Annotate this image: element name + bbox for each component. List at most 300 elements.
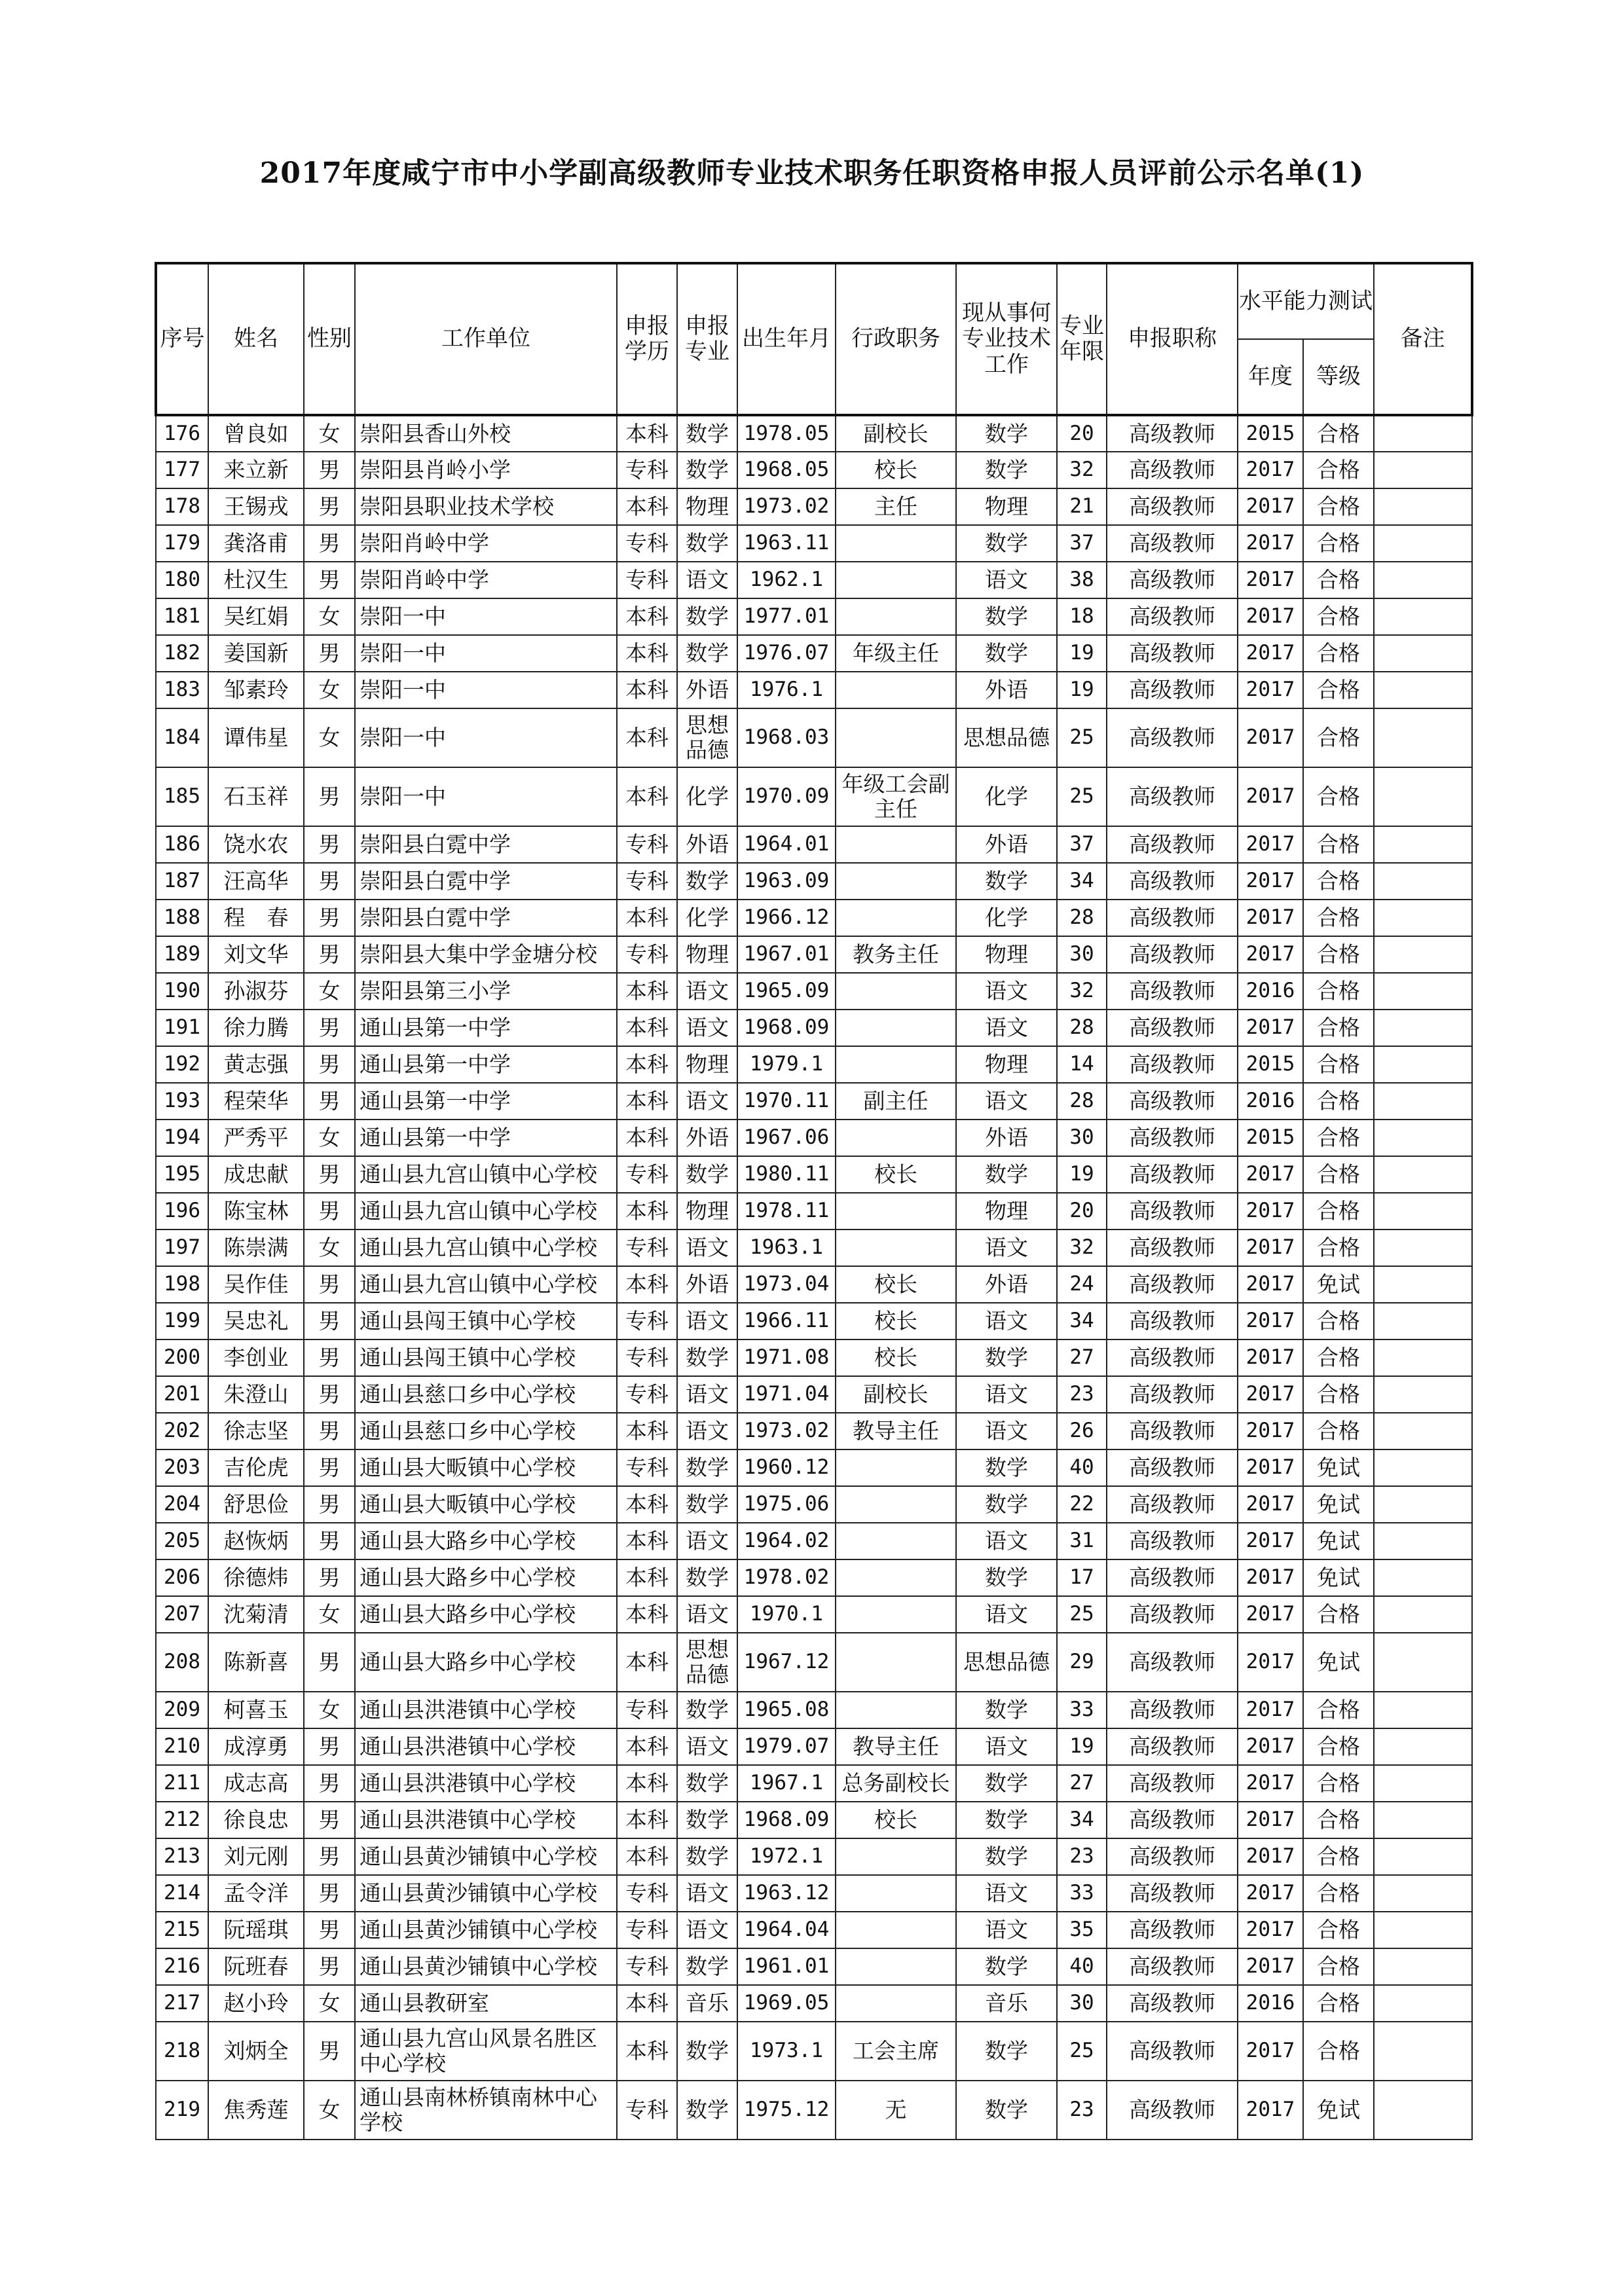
unit-cell: 通山县洪港镇中心学校: [355, 1765, 617, 1802]
unit-cell: 崇阳县大集中学金塘分校: [355, 936, 617, 973]
current-work-cell: 数学: [956, 2081, 1057, 2140]
name-cell: 徐良忠: [208, 1802, 304, 1838]
current-work-cell: 数学: [956, 1486, 1057, 1523]
gender-cell: 男: [304, 1728, 355, 1765]
current-work-cell: 数学: [956, 1948, 1057, 1985]
header-test-grade: 等级: [1303, 339, 1374, 415]
years-cell: 17: [1057, 1559, 1107, 1596]
test-year-cell: 2017: [1238, 1339, 1303, 1376]
birth-cell: 1968.09: [737, 1802, 836, 1838]
unit-cell: 崇阳县职业技术学校: [355, 488, 617, 525]
gender-cell: 男: [304, 1266, 355, 1303]
seq-cell: 209: [156, 1692, 208, 1728]
remarks-cell: [1374, 2081, 1472, 2140]
test-grade-cell: 合格: [1303, 1376, 1374, 1413]
birth-cell: 1978.05: [737, 415, 836, 452]
gender-cell: 男: [304, 936, 355, 973]
current-work-cell: 语文: [956, 1523, 1057, 1559]
seq-cell: 186: [156, 826, 208, 863]
gender-cell: 男: [304, 1523, 355, 1559]
header-admin-post: 行政职务: [836, 263, 956, 415]
birth-cell: 1963.09: [737, 863, 836, 900]
education-cell: 本科: [617, 598, 677, 635]
unit-cell: 崇阳县白霓中学: [355, 826, 617, 863]
current-work-cell: 语文: [956, 1728, 1057, 1765]
current-work-cell: 语文: [956, 1010, 1057, 1046]
education-cell: 本科: [617, 1120, 677, 1156]
gender-cell: 男: [304, 2022, 355, 2081]
table-row: [156, 1692, 1472, 1728]
admin-post-cell: [836, 1633, 956, 1692]
test-grade-cell: 合格: [1303, 1838, 1374, 1875]
birth-cell: 1980.11: [737, 1156, 836, 1193]
title-applied-cell: 高级教师: [1107, 525, 1238, 562]
gender-cell: 男: [304, 900, 355, 936]
education-cell: 本科: [617, 1728, 677, 1765]
unit-cell: 通山县大畈镇中心学校: [355, 1486, 617, 1523]
remarks-cell: [1374, 598, 1472, 635]
admin-post-cell: [836, 1230, 956, 1266]
seq-cell: 191: [156, 1010, 208, 1046]
current-work-cell: 物理: [956, 936, 1057, 973]
title-applied-cell: 高级教师: [1107, 1692, 1238, 1728]
remarks-cell: [1374, 767, 1472, 826]
admin-post-cell: 校长: [836, 1156, 956, 1193]
name-cell: 舒思俭: [208, 1486, 304, 1523]
years-cell: 28: [1057, 900, 1107, 936]
test-grade-cell: 合格: [1303, 1596, 1374, 1633]
unit-cell: 通山县九宫山镇中心学校: [355, 1193, 617, 1230]
table-row: [156, 767, 1472, 826]
gender-cell: 女: [304, 2081, 355, 2140]
years-cell: 29: [1057, 1633, 1107, 1692]
major-cell: 数学: [677, 1559, 737, 1596]
birth-cell: 1977.01: [737, 598, 836, 635]
major-cell: 语文: [677, 1912, 737, 1948]
admin-post-cell: 校长: [836, 1802, 956, 1838]
title-applied-cell: 高级教师: [1107, 1596, 1238, 1633]
header-education: 申报学历: [617, 263, 677, 415]
seq-cell: 180: [156, 562, 208, 598]
major-cell: 思想品德: [677, 708, 737, 767]
major-cell: 语文: [677, 1303, 737, 1339]
gender-cell: 男: [304, 1633, 355, 1692]
remarks-cell: [1374, 672, 1472, 708]
title-applied-cell: 高级教师: [1107, 672, 1238, 708]
seq-cell: 214: [156, 1875, 208, 1912]
test-grade-cell: 合格: [1303, 1728, 1374, 1765]
years-cell: 37: [1057, 826, 1107, 863]
test-year-cell: 2017: [1238, 1948, 1303, 1985]
test-grade-cell: 合格: [1303, 562, 1374, 598]
birth-cell: 1968.05: [737, 452, 836, 488]
unit-cell: 崇阳一中: [355, 598, 617, 635]
name-cell: 刘炳全: [208, 2022, 304, 2081]
name-cell: 阮瑶琪: [208, 1912, 304, 1948]
test-year-cell: 2017: [1238, 635, 1303, 672]
header-gender: 性别: [304, 263, 355, 415]
unit-cell: 通山县黄沙铺镇中心学校: [355, 1948, 617, 1985]
current-work-cell: 数学: [956, 863, 1057, 900]
table-row: [156, 488, 1472, 525]
admin-post-cell: [836, 1559, 956, 1596]
table-row: [156, 1010, 1472, 1046]
title-applied-cell: 高级教师: [1107, 1523, 1238, 1559]
major-cell: 数学: [677, 1838, 737, 1875]
title-applied-cell: 高级教师: [1107, 452, 1238, 488]
test-grade-cell: 合格: [1303, 1875, 1374, 1912]
test-year-cell: 2017: [1238, 1765, 1303, 1802]
gender-cell: 男: [304, 635, 355, 672]
education-cell: 本科: [617, 1838, 677, 1875]
title-applied-cell: 高级教师: [1107, 1339, 1238, 1376]
unit-cell: 崇阳一中: [355, 672, 617, 708]
table-row: [156, 635, 1472, 672]
name-cell: 陈宝林: [208, 1193, 304, 1230]
years-cell: 35: [1057, 1912, 1107, 1948]
years-cell: 30: [1057, 1985, 1107, 2022]
unit-cell: 通山县黄沙铺镇中心学校: [355, 1838, 617, 1875]
major-cell: 数学: [677, 1486, 737, 1523]
table-row: [156, 452, 1472, 488]
name-cell: 陈崇满: [208, 1230, 304, 1266]
test-year-cell: 2017: [1238, 1413, 1303, 1449]
current-work-cell: 数学: [956, 1765, 1057, 1802]
birth-cell: 1964.02: [737, 1523, 836, 1559]
current-work-cell: 数学: [956, 1838, 1057, 1875]
table-row: [156, 1266, 1472, 1303]
education-cell: 本科: [617, 1802, 677, 1838]
seq-cell: 210: [156, 1728, 208, 1765]
education-cell: 本科: [617, 1559, 677, 1596]
education-cell: 本科: [617, 672, 677, 708]
name-cell: 赵小玲: [208, 1985, 304, 2022]
table-row: [156, 1083, 1472, 1120]
roster-body: [156, 415, 1472, 2140]
major-cell: 物理: [677, 1046, 737, 1083]
name-cell: 程荣华: [208, 1083, 304, 1120]
current-work-cell: 数学: [956, 1449, 1057, 1486]
seq-cell: 201: [156, 1376, 208, 1413]
major-cell: 语文: [677, 1010, 737, 1046]
title-applied-cell: 高级教师: [1107, 1728, 1238, 1765]
birth-cell: 1964.01: [737, 826, 836, 863]
gender-cell: 女: [304, 708, 355, 767]
title-applied-cell: 高级教师: [1107, 1802, 1238, 1838]
current-work-cell: 数学: [956, 1156, 1057, 1193]
name-cell: 邹素玲: [208, 672, 304, 708]
years-cell: 26: [1057, 1413, 1107, 1449]
current-work-cell: 语文: [956, 1875, 1057, 1912]
header-remarks: 备注: [1374, 263, 1472, 415]
education-cell: 本科: [617, 1765, 677, 1802]
unit-cell: 通山县九宫山镇中心学校: [355, 1156, 617, 1193]
seq-cell: 178: [156, 488, 208, 525]
current-work-cell: 外语: [956, 1120, 1057, 1156]
remarks-cell: [1374, 900, 1472, 936]
title-applied-cell: 高级教师: [1107, 1912, 1238, 1948]
remarks-cell: [1374, 1230, 1472, 1266]
table-row: [156, 1765, 1472, 1802]
title-applied-cell: 高级教师: [1107, 1303, 1238, 1339]
years-cell: 19: [1057, 672, 1107, 708]
test-year-cell: 2017: [1238, 767, 1303, 826]
seq-cell: 202: [156, 1413, 208, 1449]
remarks-cell: [1374, 863, 1472, 900]
table-row: [156, 562, 1472, 598]
table-row: [156, 1802, 1472, 1838]
test-grade-cell: 合格: [1303, 863, 1374, 900]
unit-cell: 崇阳肖岭中学: [355, 525, 617, 562]
name-cell: 朱澄山: [208, 1376, 304, 1413]
gender-cell: 男: [304, 826, 355, 863]
unit-cell: 通山县洪港镇中心学校: [355, 1692, 617, 1728]
admin-post-cell: [836, 598, 956, 635]
current-work-cell: 数学: [956, 2022, 1057, 2081]
unit-cell: 通山县闯王镇中心学校: [355, 1339, 617, 1376]
seq-cell: 194: [156, 1120, 208, 1156]
name-cell: 焦秀莲: [208, 2081, 304, 2140]
seq-cell: 213: [156, 1838, 208, 1875]
title-applied-cell: 高级教师: [1107, 767, 1238, 826]
name-cell: 阮班春: [208, 1948, 304, 1985]
table-row: [156, 415, 1472, 452]
remarks-cell: [1374, 1010, 1472, 1046]
current-work-cell: 外语: [956, 1266, 1057, 1303]
birth-cell: 1970.11: [737, 1083, 836, 1120]
unit-cell: 崇阳县香山外校: [355, 415, 617, 452]
table-row: [156, 1912, 1472, 1948]
education-cell: 本科: [617, 1633, 677, 1692]
table-row: [156, 1486, 1472, 1523]
birth-cell: 1960.12: [737, 1449, 836, 1486]
major-cell: 外语: [677, 672, 737, 708]
years-cell: 19: [1057, 1728, 1107, 1765]
admin-post-cell: 年级主任: [836, 635, 956, 672]
current-work-cell: 语文: [956, 1083, 1057, 1120]
unit-cell: 崇阳县第三小学: [355, 973, 617, 1010]
seq-cell: 195: [156, 1156, 208, 1193]
remarks-cell: [1374, 1376, 1472, 1413]
table-row: [156, 863, 1472, 900]
admin-post-cell: 工会主席: [836, 2022, 956, 2081]
unit-cell: 崇阳县白霓中学: [355, 900, 617, 936]
admin-post-cell: [836, 1985, 956, 2022]
test-grade-cell: 合格: [1303, 1948, 1374, 1985]
table-row: [156, 1193, 1472, 1230]
major-cell: 数学: [677, 1765, 737, 1802]
seq-cell: 181: [156, 598, 208, 635]
header-current-work: 现从事何专业技术工作: [956, 263, 1057, 415]
table-row: [156, 598, 1472, 635]
table-row: [156, 2081, 1472, 2140]
major-cell: 数学: [677, 525, 737, 562]
years-cell: 32: [1057, 1230, 1107, 1266]
test-year-cell: 2017: [1238, 1838, 1303, 1875]
test-grade-cell: 免试: [1303, 1266, 1374, 1303]
current-work-cell: 数学: [956, 452, 1057, 488]
name-cell: 刘元刚: [208, 1838, 304, 1875]
birth-cell: 1967.12: [737, 1633, 836, 1692]
education-cell: 本科: [617, 1596, 677, 1633]
years-cell: 40: [1057, 1948, 1107, 1985]
title-applied-cell: 高级教师: [1107, 635, 1238, 672]
test-grade-cell: 合格: [1303, 1046, 1374, 1083]
admin-post-cell: 主任: [836, 488, 956, 525]
remarks-cell: [1374, 1046, 1472, 1083]
seq-cell: 183: [156, 672, 208, 708]
major-cell: 音乐: [677, 1985, 737, 2022]
admin-post-cell: [836, 863, 956, 900]
title-applied-cell: 高级教师: [1107, 415, 1238, 452]
test-grade-cell: 合格: [1303, 1339, 1374, 1376]
table-row: [156, 1559, 1472, 1596]
unit-cell: 通山县大畈镇中心学校: [355, 1449, 617, 1486]
gender-cell: 男: [304, 452, 355, 488]
years-cell: 34: [1057, 863, 1107, 900]
seq-cell: 205: [156, 1523, 208, 1559]
table-row: [156, 1596, 1472, 1633]
major-cell: 思想品德: [677, 1633, 737, 1692]
education-cell: 专科: [617, 1875, 677, 1912]
title-applied-cell: 高级教师: [1107, 1230, 1238, 1266]
name-cell: 成淳勇: [208, 1728, 304, 1765]
table-row: [156, 1303, 1472, 1339]
test-year-cell: 2017: [1238, 562, 1303, 598]
name-cell: 孟令洋: [208, 1875, 304, 1912]
remarks-cell: [1374, 1559, 1472, 1596]
test-year-cell: 2017: [1238, 452, 1303, 488]
birth-cell: 1968.03: [737, 708, 836, 767]
birth-cell: 1971.04: [737, 1376, 836, 1413]
unit-cell: 崇阳县肖岭小学: [355, 452, 617, 488]
gender-cell: 女: [304, 1230, 355, 1266]
gender-cell: 男: [304, 1303, 355, 1339]
gender-cell: 女: [304, 1692, 355, 1728]
header-years: 专业年限: [1057, 263, 1107, 415]
admin-post-cell: [836, 525, 956, 562]
gender-cell: 男: [304, 1486, 355, 1523]
education-cell: 专科: [617, 525, 677, 562]
years-cell: 40: [1057, 1449, 1107, 1486]
test-grade-cell: 合格: [1303, 708, 1374, 767]
education-cell: 专科: [617, 1692, 677, 1728]
test-grade-cell: 合格: [1303, 452, 1374, 488]
test-year-cell: 2017: [1238, 2081, 1303, 2140]
birth-cell: 1976.07: [737, 635, 836, 672]
title-applied-cell: 高级教师: [1107, 1083, 1238, 1120]
current-work-cell: 语文: [956, 1912, 1057, 1948]
unit-cell: 通山县大路乡中心学校: [355, 1596, 617, 1633]
name-cell: 徐德炜: [208, 1559, 304, 1596]
remarks-cell: [1374, 1193, 1472, 1230]
name-cell: 陈新喜: [208, 1633, 304, 1692]
major-cell: 数学: [677, 415, 737, 452]
name-cell: 吴作佳: [208, 1266, 304, 1303]
education-cell: 本科: [617, 488, 677, 525]
current-work-cell: 物理: [956, 488, 1057, 525]
birth-cell: 1970.1: [737, 1596, 836, 1633]
gender-cell: 女: [304, 1985, 355, 2022]
table-row: [156, 1633, 1472, 1692]
education-cell: 专科: [617, 1948, 677, 1985]
unit-cell: 通山县第一中学: [355, 1083, 617, 1120]
birth-cell: 1964.04: [737, 1912, 836, 1948]
seq-cell: 179: [156, 525, 208, 562]
education-cell: 专科: [617, 1339, 677, 1376]
seq-cell: 190: [156, 973, 208, 1010]
gender-cell: 男: [304, 1339, 355, 1376]
table-row: [156, 826, 1472, 863]
test-grade-cell: 免试: [1303, 1449, 1374, 1486]
title-applied-cell: 高级教师: [1107, 708, 1238, 767]
education-cell: 专科: [617, 936, 677, 973]
current-work-cell: 化学: [956, 900, 1057, 936]
birth-cell: 1973.1: [737, 2022, 836, 2081]
unit-cell: 通山县黄沙铺镇中心学校: [355, 1912, 617, 1948]
table-row: [156, 1985, 1472, 2022]
name-cell: 谭伟星: [208, 708, 304, 767]
admin-post-cell: [836, 708, 956, 767]
current-work-cell: 语文: [956, 1596, 1057, 1633]
education-cell: 本科: [617, 1010, 677, 1046]
current-work-cell: 语文: [956, 1413, 1057, 1449]
seq-cell: 199: [156, 1303, 208, 1339]
birth-cell: 1975.12: [737, 2081, 836, 2140]
birth-cell: 1975.06: [737, 1486, 836, 1523]
table-row: [156, 1376, 1472, 1413]
remarks-cell: [1374, 1449, 1472, 1486]
admin-post-cell: [836, 1948, 956, 1985]
gender-cell: 男: [304, 1948, 355, 1985]
table-row: [156, 973, 1472, 1010]
education-cell: 专科: [617, 452, 677, 488]
title-applied-cell: 高级教师: [1107, 1765, 1238, 1802]
years-cell: 21: [1057, 488, 1107, 525]
seq-cell: 216: [156, 1948, 208, 1985]
gender-cell: 男: [304, 562, 355, 598]
title-applied-cell: 高级教师: [1107, 1633, 1238, 1692]
test-grade-cell: 合格: [1303, 1010, 1374, 1046]
admin-post-cell: [836, 562, 956, 598]
major-cell: 数学: [677, 1948, 737, 1985]
major-cell: 外语: [677, 1266, 737, 1303]
remarks-cell: [1374, 1912, 1472, 1948]
table-row: [156, 2022, 1472, 2081]
admin-post-cell: [836, 1596, 956, 1633]
major-cell: 物理: [677, 936, 737, 973]
admin-post-cell: [836, 1193, 956, 1230]
test-grade-cell: 合格: [1303, 973, 1374, 1010]
table-row: [156, 1838, 1472, 1875]
title-applied-cell: 高级教师: [1107, 1046, 1238, 1083]
name-cell: 吴忠礼: [208, 1303, 304, 1339]
gender-cell: 男: [304, 525, 355, 562]
title-applied-cell: 高级教师: [1107, 826, 1238, 863]
education-cell: 本科: [617, 1266, 677, 1303]
test-grade-cell: 合格: [1303, 826, 1374, 863]
years-cell: 23: [1057, 1376, 1107, 1413]
seq-cell: 198: [156, 1266, 208, 1303]
test-grade-cell: 合格: [1303, 2022, 1374, 2081]
seq-cell: 196: [156, 1193, 208, 1230]
current-work-cell: 物理: [956, 1046, 1057, 1083]
table-row: [156, 1339, 1472, 1376]
title-applied-cell: 高级教师: [1107, 2081, 1238, 2140]
current-work-cell: 数学: [956, 525, 1057, 562]
years-cell: 22: [1057, 1486, 1107, 1523]
name-cell: 成忠献: [208, 1156, 304, 1193]
